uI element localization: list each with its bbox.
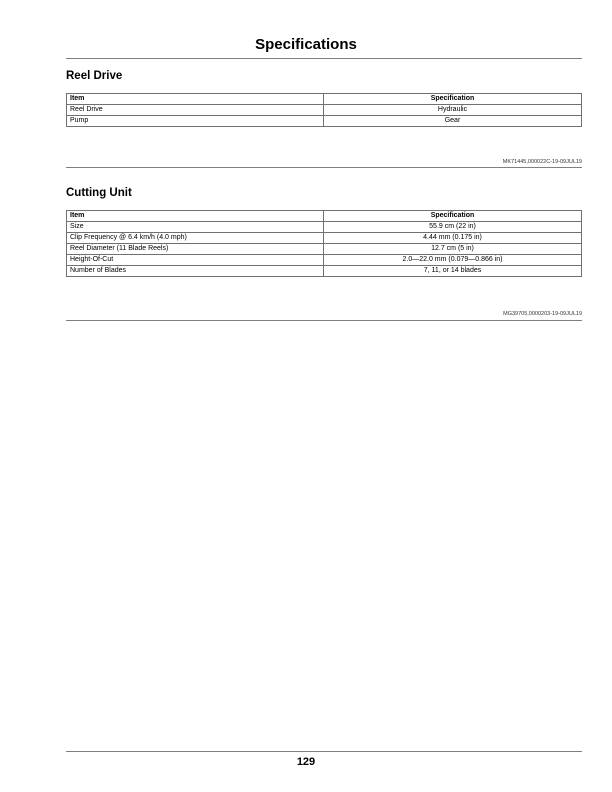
column-header-item: Item [67,94,324,105]
item-cell: Size [67,222,324,233]
column-header-specification: Specification [324,94,582,105]
item-cell: Reel Diameter (11 Blade Reels) [67,244,324,255]
reference-code: MK71445,000022C-19-09JUL19 [502,159,582,165]
table-header-row [67,94,582,105]
table-header-row [67,211,582,222]
column-header-specification: Specification [324,211,582,222]
section-divider [66,320,582,321]
specification-cell: 55.9 cm (22 in) [324,222,582,233]
reel-drive-table [66,93,582,127]
title-divider [66,58,582,59]
specification-cell: 4.44 mm (0.175 in) [324,233,582,244]
item-cell: Number of Blades [67,266,324,277]
item-cell: Reel Drive [67,105,324,116]
cutting-unit-table [66,210,582,277]
item-cell: Height-Of-Cut [67,255,324,266]
specification-cell: 2.0—22.0 mm (0.079—0.866 in) [324,255,582,266]
table-row [67,233,582,244]
table-row [67,244,582,255]
specification-cell: 12.7 cm (5 in) [324,244,582,255]
footer-divider [66,751,582,752]
table-row [67,116,582,127]
reference-code: MG39705,0000203-19-09JUL19 [503,311,582,317]
section-heading-cutting-unit: Cutting Unit [66,187,132,199]
table-row [67,255,582,266]
specification-cell: 7, 11, or 14 blades [324,266,582,277]
specification-cell: Gear [324,116,582,127]
page-number: 129 [296,756,316,768]
table-row [67,266,582,277]
item-cell: Clip Frequency @ 6.4 km/h (4.0 mph) [67,233,324,244]
section-divider [66,167,582,168]
section-heading-reel-drive: Reel Drive [66,70,123,82]
page-title: Specifications [255,36,357,53]
item-cell: Pump [67,116,324,127]
table-row [67,105,582,116]
specification-cell: Hydraulic [324,105,582,116]
column-header-item: Item [67,211,324,222]
table-row [67,222,582,233]
